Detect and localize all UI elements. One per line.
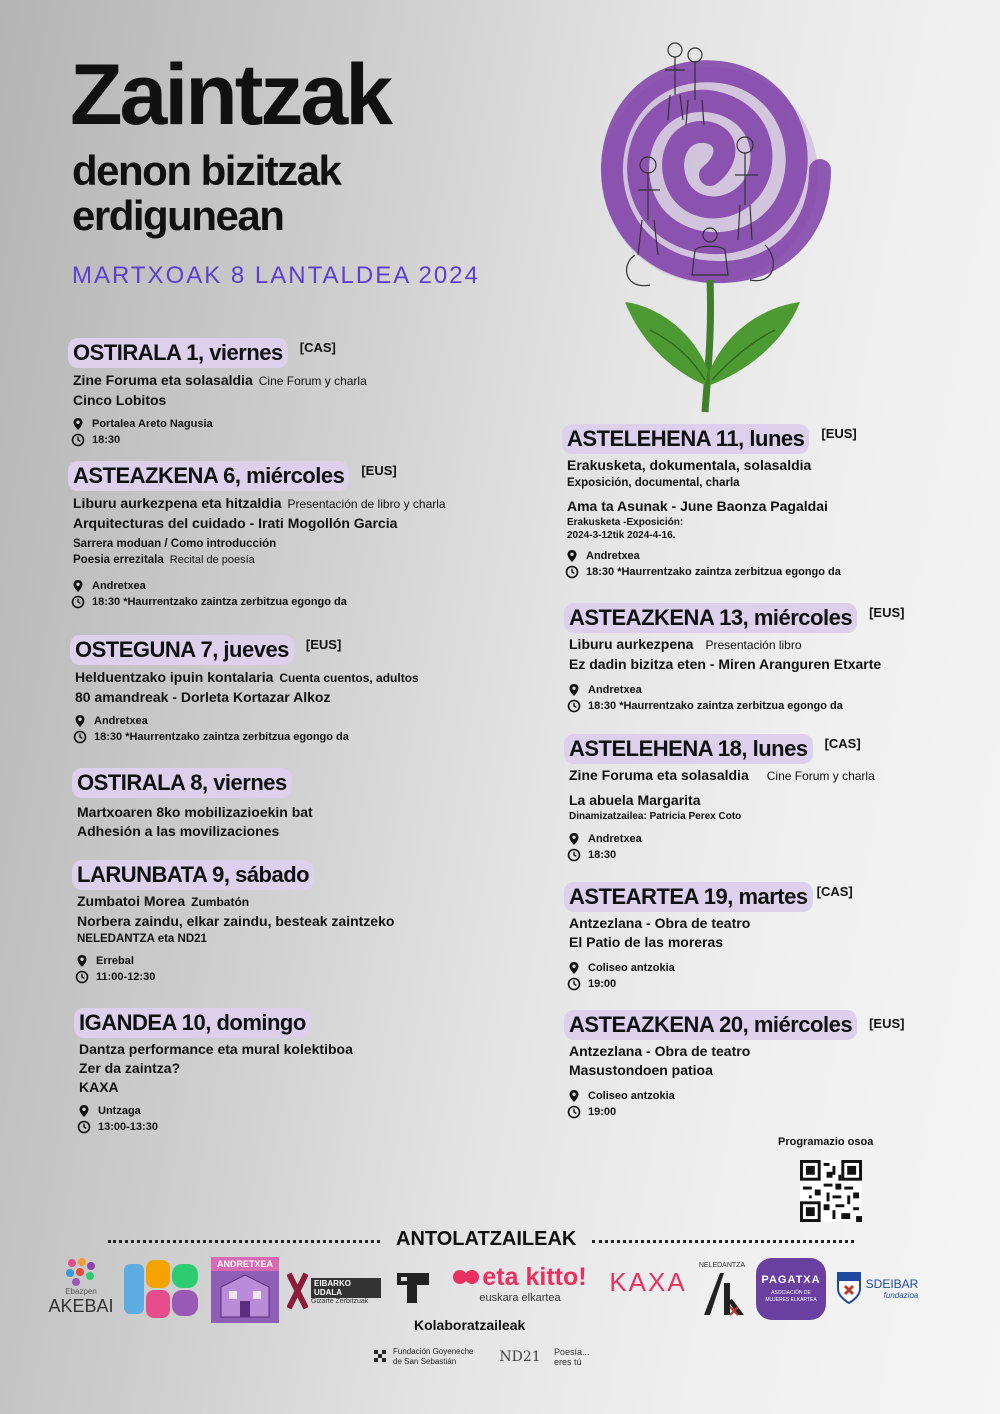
event-line: Antzezlana - Obra de teatro: [569, 915, 751, 931]
event-day: LARUNBATA 9, sábado: [72, 860, 314, 890]
qr-code[interactable]: [800, 1160, 862, 1222]
event-time-row: [71, 594, 446, 610]
eibar-subtitle: Gizarte Zerbitzuak: [311, 1297, 369, 1305]
clock-icon: [73, 730, 87, 744]
event-line-translation: Presentación de libro y charla: [287, 497, 446, 511]
event-time-row: [567, 698, 904, 714]
event-place: Andretxea: [92, 580, 146, 592]
eibar-x-icon: [287, 1271, 308, 1311]
event-day: ASTELEHENA 11, lunes: [562, 424, 809, 454]
eta-kitto-subtitle: euskara elkartea: [479, 1291, 561, 1304]
eta-kitto-name: eta kitto!: [482, 1262, 587, 1291]
clock-icon: [71, 595, 85, 609]
event-line: Zumbatoi Morea: [77, 893, 186, 909]
event-note: KAXA: [79, 1079, 119, 1095]
event-location: [565, 548, 857, 564]
flower-hands-illustration: [580, 40, 840, 420]
event-time: 11:00-12:30: [96, 971, 156, 983]
colorful-k-logo: [122, 1256, 202, 1322]
event-time: 18:30: [588, 849, 617, 861]
event-card: [68, 461, 446, 610]
akebai-logo: [46, 1255, 116, 1319]
event-line-translation: Zumbatón: [191, 895, 250, 909]
eta-kitto-logo: [440, 1262, 600, 1304]
event-time: 19:00: [588, 1106, 617, 1118]
nd21-logo: ND21: [499, 1349, 541, 1365]
location-pin-icon: [565, 549, 579, 563]
event-day: ASTELEHENA 18, lunes: [564, 734, 813, 764]
event-time-row: [567, 976, 853, 992]
akebai-mark-icon: [64, 1257, 98, 1287]
event-card: [564, 603, 904, 714]
divider: [108, 1240, 380, 1243]
event-line: Martxoaren 8ko mobilizazioekin bat: [77, 804, 313, 820]
event-language: [CAS]: [816, 884, 853, 899]
event-day: IGANDEA 10, domingo: [74, 1008, 311, 1038]
event-place: Untzaga: [98, 1105, 141, 1117]
event-day: OSTIRALA 1, viernes: [68, 338, 288, 368]
location-pin-icon: [567, 832, 581, 846]
clock-icon: [567, 848, 581, 862]
event-card: [564, 882, 853, 992]
andraizadia-logo: [392, 1266, 434, 1308]
event-place: Portalea Areto Nagusia: [92, 418, 213, 430]
event-time-row: [567, 1104, 904, 1120]
event-line: Poesia errezitala: [73, 554, 164, 566]
event-card: [564, 734, 875, 863]
tagline: MARTXOAK 8 LANTALDEA 2024: [72, 262, 480, 289]
page-title: Zaintzak: [70, 47, 391, 143]
neledantza-mark-icon: [698, 1269, 746, 1319]
akebai-name: AKEBAI: [48, 1296, 114, 1316]
event-language: [EUS]: [361, 463, 397, 478]
event-location: [71, 578, 446, 594]
sdeibar-subtitle: fundazioa: [883, 1290, 919, 1300]
event-time-row: [75, 969, 394, 985]
poesia-line-2: eres tú: [554, 1357, 582, 1367]
event-location: [567, 1088, 904, 1104]
location-pin-icon: [71, 417, 85, 431]
event-title: Ez dadin bizitza eten - Miren Aranguren Etxarte: [569, 656, 882, 672]
collaborators-label: Kolaboratzaileak: [414, 1317, 526, 1333]
kaxa-logo: KAXA: [609, 1266, 687, 1297]
event-time: 18:30 *Haurrentzako zaintza zerbitzua egongo da: [92, 596, 347, 608]
event-card: [562, 424, 857, 580]
event-location: [71, 416, 367, 432]
clock-icon: [71, 433, 85, 447]
event-time: 18:30: [92, 434, 121, 446]
clock-icon: [567, 1105, 581, 1119]
clock-icon: [565, 565, 579, 579]
event-place: Andretxea: [588, 684, 642, 696]
event-note: Sarrera moduan / Como introducción: [73, 538, 277, 550]
event-time-row: [565, 564, 857, 580]
event-location: [567, 682, 904, 698]
event-card: [564, 1010, 904, 1120]
event-title: La abuela Margarita: [569, 792, 701, 808]
event-location: [73, 713, 419, 729]
subtitle-line-2: erdigunean: [72, 192, 284, 239]
sdeibar-name: SDEIBAR: [865, 1276, 919, 1291]
event-location: [567, 831, 875, 847]
poesia-line-1: Poesía...: [554, 1347, 590, 1357]
goyeneche-line-2: de San Sebastián: [393, 1357, 457, 1366]
event-time-row: [73, 729, 419, 745]
event-title: Norbera zaindu, elkar zaindu, besteak zaintzeko: [77, 913, 395, 929]
pagatxa-name: PAGATXA: [761, 1274, 821, 1286]
event-line: Erakusketa, dokumentala, solasaldia: [567, 457, 812, 473]
event-line: Liburu aurkezpena: [569, 636, 694, 652]
event-line: Zine Foruma eta solasaldia: [73, 372, 253, 388]
goyeneche-logo: [374, 1344, 486, 1370]
andretxea-name: ANDRETXEA: [211, 1257, 279, 1271]
akebai-small-text: Ebazpen: [65, 1287, 97, 1296]
event-note: Dinamizatzailea: Patricia Perex Coto: [569, 811, 742, 822]
event-location: [75, 953, 394, 969]
event-line-translation: Exposición, documental, charla: [567, 477, 740, 489]
event-day: OSTIRALA 8, viernes: [72, 768, 292, 798]
neledantza-logo: [694, 1258, 750, 1322]
pagatxa-logo: [756, 1258, 826, 1320]
event-title: 80 amandreak - Dorleta Kortazar Alkoz: [75, 689, 331, 705]
event-line-translation: Cuenta cuentos, adultos: [279, 671, 419, 685]
event-place: Andretxea: [94, 715, 148, 727]
eta-kitto-dots-icon: [453, 1269, 479, 1285]
event-time: 18:30 *Haurrentzako zaintza zerbitzua egongo da: [586, 566, 841, 578]
event-language: [EUS]: [869, 1016, 905, 1031]
event-language: [EUS]: [869, 605, 905, 620]
event-note: Erakusketa -Exposición:: [567, 517, 684, 528]
event-language: [EUS]: [821, 426, 857, 441]
qr-label: Programazio osoa: [778, 1136, 874, 1148]
event-place: Andretxea: [588, 833, 642, 845]
clock-icon: [567, 699, 581, 713]
event-line-translation: Cine Forum y charla: [766, 769, 875, 783]
sdeibar-logo: [832, 1262, 922, 1314]
event-language: [CAS]: [299, 340, 336, 355]
organizers-label: ANTOLATZAILEAK: [396, 1228, 577, 1250]
event-location: [567, 960, 853, 976]
event-time: 13:00-13:30: [98, 1121, 158, 1133]
andraizadia-mark-icon: [393, 1267, 433, 1307]
subtitle-line-1: denon bizitzak: [72, 147, 341, 194]
event-place: Coliseo antzokia: [588, 1090, 675, 1102]
location-pin-icon: [75, 954, 89, 968]
divider: [592, 1240, 854, 1243]
clock-icon: [567, 977, 581, 991]
event-time: 19:00: [588, 978, 617, 990]
location-pin-icon: [567, 961, 581, 975]
event-line-translation: Cine Forum y charla: [258, 374, 367, 388]
event-line: Zine Foruma eta solasaldia: [569, 767, 749, 783]
location-pin-icon: [567, 1089, 581, 1103]
location-pin-icon: [71, 579, 85, 593]
event-title: Cinco Lobitos: [73, 392, 167, 408]
eibar-name: EIBARKO UDALA: [311, 1278, 381, 1298]
event-card: [72, 860, 394, 985]
building-icon: [215, 1271, 275, 1319]
event-title: Masustondoen patioa: [569, 1062, 713, 1078]
poesia-logo: [554, 1342, 608, 1372]
event-card: [74, 1008, 353, 1135]
event-day: ASTEAZKENA 20, miércoles: [564, 1010, 857, 1040]
event-title: Arquitecturas del cuidado - Irati Mogollón Garcia: [73, 515, 398, 531]
event-line: Adhesión a las movilizaciones: [77, 823, 280, 839]
clock-icon: [77, 1120, 91, 1134]
event-time: 18:30 *Haurrentzako zaintza zerbitzua egongo da: [588, 700, 843, 712]
location-pin-icon: [73, 714, 87, 728]
event-place: Coliseo antzokia: [588, 962, 675, 974]
event-time-row: [71, 432, 367, 448]
event-day: ASTEARTEA 19, martes: [564, 882, 813, 912]
event-line: Antzezlana - Obra de teatro: [569, 1043, 751, 1059]
goyeneche-line-1: Fundación Goyeneche: [393, 1347, 474, 1356]
event-line: Helduentzako ipuin kontalaria: [75, 669, 274, 685]
event-place: Andretxea: [586, 550, 640, 562]
event-card: [68, 338, 367, 448]
location-pin-icon: [77, 1104, 91, 1118]
k-shapes-icon: [122, 1256, 202, 1322]
event-day: OSTEGUNA 7, jueves: [70, 635, 294, 665]
andretxea-logo: [211, 1257, 279, 1323]
sd-eibar-shield-icon: [836, 1271, 862, 1305]
event-time-row: [567, 847, 875, 863]
event-day: ASTEAZKENA 6, miércoles: [68, 461, 349, 491]
pagatxa-subtitle: ASOCIACIÓN DE MUJERES ELKARTEA: [765, 1290, 817, 1303]
event-line-translation: Recital de poesía: [169, 554, 255, 566]
event-place: Errebal: [96, 955, 134, 967]
eibarko-udala-logo: [287, 1262, 381, 1320]
event-title: Zer da zaintza?: [79, 1060, 181, 1076]
goyeneche-check-icon: [374, 1350, 388, 1364]
event-line-translation: Presentación libro: [705, 638, 802, 652]
event-day: ASTEAZKENA 13, miércoles: [564, 603, 857, 633]
event-note: 2024-3-12tik 2024-4-16.: [567, 530, 676, 541]
event-language: [CAS]: [824, 736, 861, 751]
event-time: 18:30 *Haurrentzako zaintza zerbitzua egongo da: [94, 731, 349, 743]
event-line: Liburu aurkezpena eta hitzaldia: [73, 495, 282, 511]
event-line: Dantza performance eta mural kolektiboa: [79, 1041, 353, 1057]
neledantza-name: NELEDANTZA: [698, 1261, 746, 1269]
clock-icon: [75, 970, 89, 984]
event-time-row: [77, 1119, 353, 1135]
event-card: [72, 768, 313, 841]
event-title: El Patio de las moreras: [569, 934, 724, 950]
event-language: [EUS]: [305, 637, 342, 652]
location-pin-icon: [567, 683, 581, 697]
event-card: [70, 635, 419, 745]
event-title: Ama ta Asunak - June Baonza Pagaldai: [567, 498, 828, 514]
event-note: NELEDANTZA eta ND21: [77, 933, 207, 945]
event-location: [77, 1103, 353, 1119]
